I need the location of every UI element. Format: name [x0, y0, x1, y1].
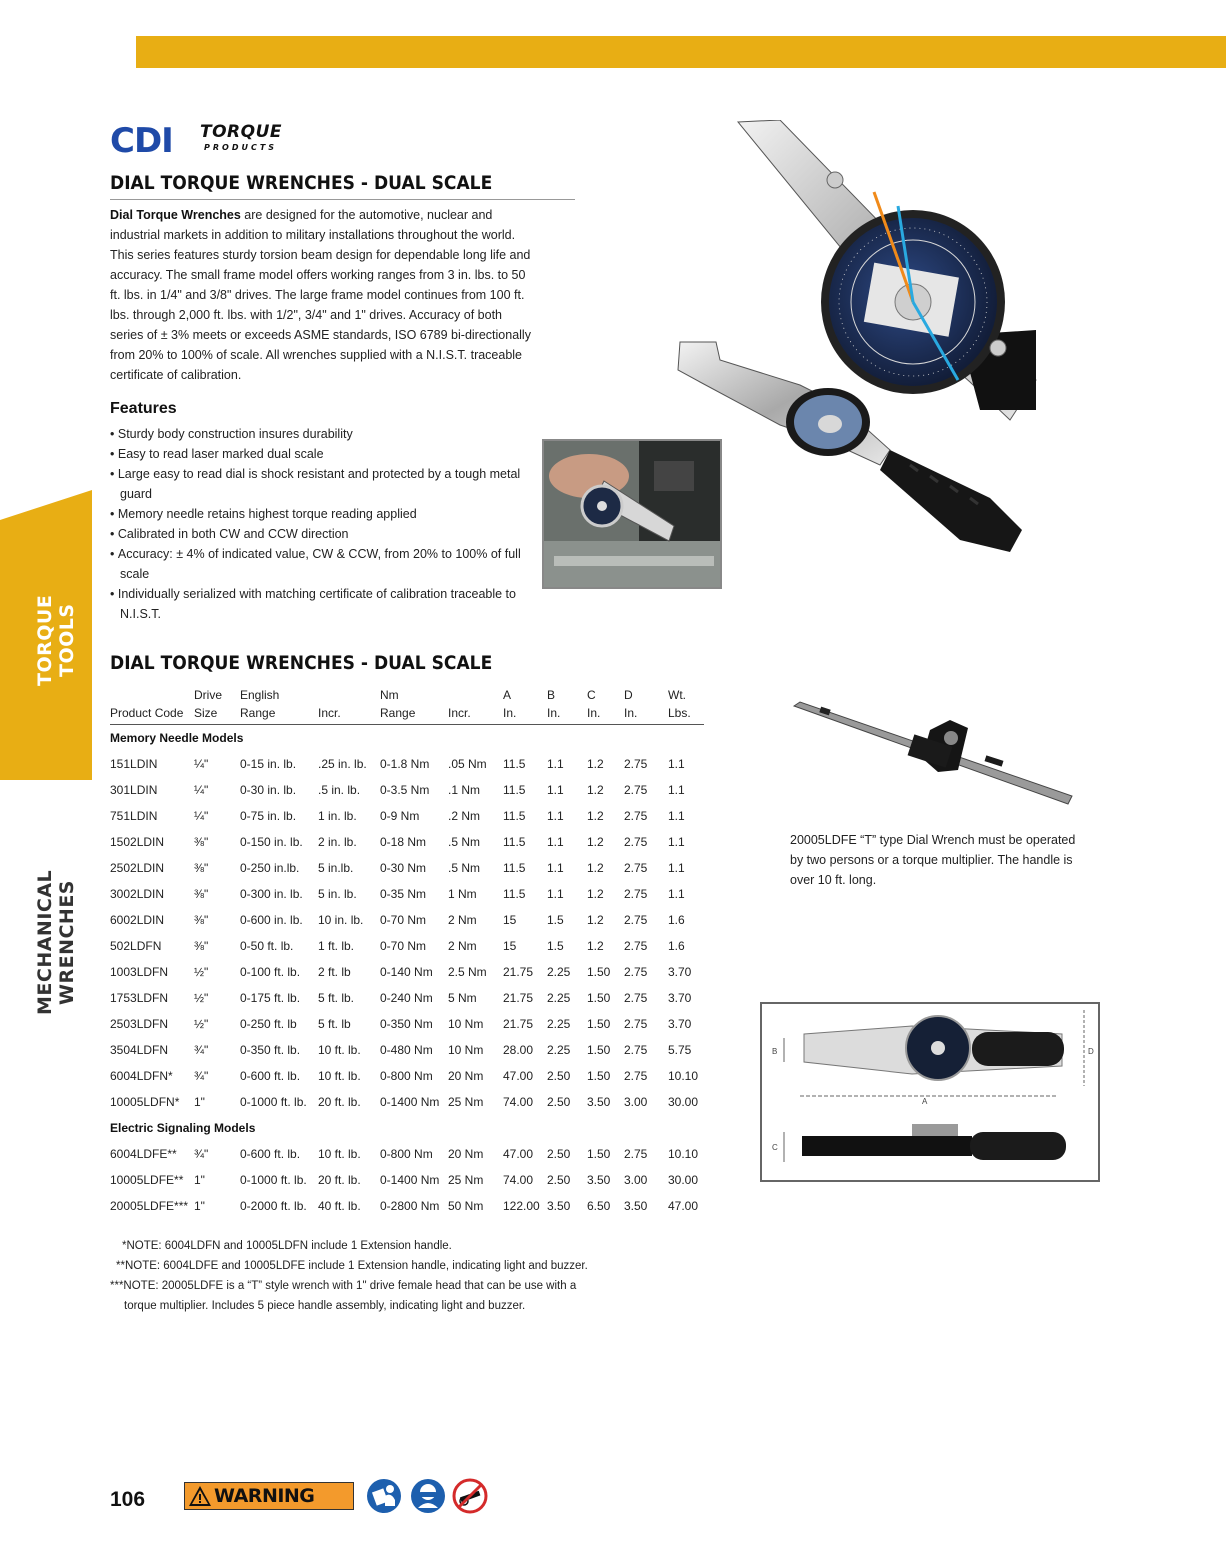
table-cell: 6.50 [587, 1199, 611, 1213]
table-cell: 2.25 [547, 965, 571, 979]
table-cell: 2.75 [624, 1017, 648, 1031]
table-cell: .5 Nm [448, 861, 481, 875]
dimension-diagram [760, 1002, 1100, 1182]
table-cell: ¼" [194, 809, 209, 823]
table-cell: 15 [503, 939, 517, 953]
table-cell: 2 in. lb. [318, 835, 357, 849]
table-cell: 1.5 [547, 939, 564, 953]
table-cell: 2.25 [547, 1017, 571, 1031]
column-header-line1: English [240, 688, 280, 702]
table-cell: 1" [194, 1095, 205, 1109]
no-extension-icon [452, 1478, 488, 1514]
table-cell: 0-175 ft. lb. [240, 991, 301, 1005]
table-cell: 3.70 [668, 1017, 692, 1031]
table-cell: 2.75 [624, 861, 648, 875]
table-cell: 5 Nm [448, 991, 477, 1005]
table-cell: 6002LDIN [110, 913, 165, 927]
table-cell: 301LDIN [110, 783, 158, 797]
table-cell: ⅜" [194, 939, 209, 953]
table-row [110, 1089, 704, 1115]
table-cell: 1.1 [547, 835, 564, 849]
intro-text: are designed for the automotive, nuclear and industrial markets in addition to military installations throughout the world. This series features sturdy torsion beam design for dependable long life and accuracy. The small frame model offers working ranges from 3 in. lbs. to 50 ft. lbs. in 1/4" and 3/8" drives. The large frame model continues from 100 ft. lbs. through 2,000 ft. lbs. with 1/2", 3/4" and 1" drives. Accuracy of both series of ± 3% meets or exceeds ASME standards, ISO 6789 bi-directionally from 20% to 100% of scale. All wrenches supplied with a N.I.S.T. traceable certificate of calibration. [110, 208, 531, 382]
table-cell: 0-9 Nm [380, 809, 420, 823]
table-cell: 0-30 in. lb. [240, 783, 297, 797]
column-header [668, 684, 704, 725]
table-cell: 20 Nm [448, 1147, 484, 1161]
logo-cdi-text: CDI [110, 121, 173, 161]
table-cell: 5 ft. lb. [318, 991, 355, 1005]
table-cell: 10.10 [668, 1147, 699, 1161]
table-row [110, 881, 704, 907]
table-cell: 1753LDFN [110, 991, 169, 1005]
table-row [110, 1193, 704, 1219]
warning-badge [184, 1482, 354, 1510]
table-cell: 1.1 [668, 887, 685, 901]
table-cell: 2.75 [624, 809, 648, 823]
column-header-line1: A [503, 688, 512, 702]
table-cell: .5 in. lb. [318, 783, 361, 797]
table-cell: 25 Nm [448, 1173, 484, 1187]
table-cell: 50 Nm [448, 1199, 484, 1213]
table-cell: 2.50 [547, 1173, 571, 1187]
table-row [110, 829, 704, 855]
table-cell: 40 ft. lb. [318, 1199, 361, 1213]
table-cell: 5 in.lb. [318, 861, 354, 875]
warning-text: WARNING [214, 1485, 315, 1507]
table-cell: 11.5 [503, 887, 526, 901]
table-cell: 2.50 [547, 1069, 571, 1083]
group-label: Electric Signaling Models [110, 1121, 256, 1135]
table-cell: 21.75 [503, 965, 534, 979]
table-cell: 1.1 [668, 783, 685, 797]
table-cell: ⅜" [194, 835, 209, 849]
table-cell: 1.2 [587, 809, 604, 823]
table-row [110, 1141, 704, 1167]
table-cell: 751LDIN [110, 809, 158, 823]
table-cell: 502LDFN [110, 939, 162, 953]
table-row [110, 1167, 704, 1193]
table-cell: 1.50 [587, 1147, 611, 1161]
table-cell: 3.50 [587, 1095, 611, 1109]
table-cell: 0-1400 Nm [380, 1173, 440, 1187]
dim-label-a: A [922, 1097, 928, 1106]
column-header [503, 684, 547, 725]
table-cell: 122.00 [503, 1199, 540, 1213]
table-cell: .05 Nm [448, 757, 487, 771]
t-type-wrench-photo [790, 700, 1075, 810]
table-cell: 0-18 Nm [380, 835, 427, 849]
column-header-line1: Nm [380, 688, 399, 702]
column-header [448, 684, 503, 725]
table-cell: 2.75 [624, 965, 648, 979]
table-cell: 2502LDIN [110, 861, 165, 875]
group-row [110, 725, 704, 752]
table-cell: 1.1 [547, 809, 564, 823]
table-cell: .25 in. lb. [318, 757, 367, 771]
table-cell: 0-250 ft. lb [240, 1017, 297, 1031]
table-heading [110, 652, 535, 674]
logo-torque-text: TORQUE [200, 122, 283, 142]
table-cell: 2.50 [547, 1147, 571, 1161]
column-header [110, 684, 194, 725]
section-heading [110, 172, 535, 194]
table-cell: 1.50 [587, 1017, 611, 1031]
table-cell: 1.1 [547, 783, 564, 797]
table-cell: 3.00 [624, 1095, 648, 1109]
table-cell: 1.2 [587, 861, 604, 875]
column-header-line1: Drive [194, 688, 223, 702]
column-header-line1: C [587, 688, 596, 702]
column-header-line1: D [624, 688, 633, 702]
column-header-line1: B [547, 688, 556, 702]
table-cell: 3.50 [547, 1199, 571, 1213]
table-cell: ½" [194, 991, 209, 1005]
table-cell: 2 Nm [448, 913, 477, 927]
table-cell: 1.50 [587, 965, 611, 979]
table-cell: 1 ft. lb. [318, 939, 355, 953]
table-cell: 11.5 [503, 757, 526, 771]
table-cell: 2503LDFN [110, 1017, 169, 1031]
table-cell: 0-600 ft. lb. [240, 1069, 301, 1083]
table-cell: 1 Nm [448, 887, 477, 901]
table-cell: 0-480 Nm [380, 1043, 433, 1057]
table-cell: 20 ft. lb. [318, 1173, 361, 1187]
table-cell: 11.5 [503, 809, 526, 823]
table-cell: 1003LDFN [110, 965, 169, 979]
table-cell: 0-2000 ft. lb. [240, 1199, 307, 1213]
feature-item: • Memory needle retains highest torque reading applied [110, 504, 530, 524]
table-cell: 1.1 [668, 757, 685, 771]
table-cell: 47.00 [503, 1147, 534, 1161]
table-cell: 15 [503, 913, 517, 927]
table-cell: 10005LDFE** [110, 1173, 184, 1187]
table-cell: 74.00 [503, 1095, 534, 1109]
table-cell: 10 ft. lb. [318, 1069, 361, 1083]
table-cell: 0-15 in. lb. [240, 757, 297, 771]
table-cell: 2.75 [624, 939, 648, 953]
table-cell: 2.75 [624, 1069, 648, 1083]
t-type-caption: 20005LDFE “T” type Dial Wrench must be operated by two persons or a torque multiplier. The handle is over 10 ft. long. [790, 833, 1076, 887]
warning-triangle-icon [187, 1483, 213, 1509]
table-cell: 1" [194, 1199, 205, 1213]
table-cell: 1.6 [668, 939, 685, 953]
table-cell: .2 Nm [448, 809, 481, 823]
feature-item: • Calibrated in both CW and CCW direction [110, 524, 530, 544]
table-cell: 3.00 [624, 1173, 648, 1187]
table-cell: 47.00 [503, 1069, 534, 1083]
table-cell: 0-300 in. lb. [240, 887, 303, 901]
table-cell: 3.70 [668, 991, 692, 1005]
in-use-photo [542, 439, 722, 589]
table-cell: 0-800 Nm [380, 1147, 433, 1161]
dim-label-d: D [1088, 1047, 1094, 1056]
intro-paragraph [110, 205, 535, 385]
features-list [110, 424, 530, 624]
features-heading: Features [110, 400, 177, 417]
table-cell: 2 ft. lb [318, 965, 351, 979]
table-cell: 0-600 ft. lb. [240, 1147, 301, 1161]
table-cell: 2.75 [624, 757, 648, 771]
note-3: ***NOTE: 20005LDFE is a “T” style wrench with 1" drive female head that can be use with a torque multiplier. Includes 5 piece handle assembly, indicating light and buzzer. [110, 1280, 577, 1312]
table-cell: 5 ft. lb [318, 1017, 351, 1031]
table-cell: ¼" [194, 757, 209, 771]
dim-label-c: C [772, 1143, 778, 1152]
note-1: *NOTE: 6004LDFN and 10005LDFN include 1 Extension handle. [122, 1240, 452, 1252]
column-header [547, 684, 587, 725]
table-cell: 1.1 [547, 861, 564, 875]
column-header-line2: Range [240, 706, 276, 720]
section-title: DIAL TORQUE WRENCHES - DUAL SCALE [110, 172, 493, 194]
table-cell: 0-100 ft. lb. [240, 965, 301, 979]
note-2: **NOTE: 6004LDFE and 10005LDFE include 1 Extension handle, indicating light and buzzer. [116, 1260, 588, 1272]
table-row [110, 959, 704, 985]
table-cell: 2.25 [547, 1043, 571, 1057]
table-cell: .1 Nm [448, 783, 481, 797]
table-cell: 2.50 [547, 1095, 571, 1109]
table-cell: 11.5 [503, 783, 526, 797]
table-cell: ⅜" [194, 913, 209, 927]
table-cell: 1.50 [587, 991, 611, 1005]
table-cell: 0-350 Nm [380, 1017, 433, 1031]
column-header [194, 684, 240, 725]
column-header-line2: Incr. [448, 706, 471, 720]
side-tab-torque-tools-label: TORQUE TOOLS [34, 594, 78, 686]
column-header-line2: In. [624, 706, 638, 720]
table-cell: 0-600 in. lb. [240, 913, 303, 927]
table-cell: 25 Nm [448, 1095, 484, 1109]
table-cell: 30.00 [668, 1173, 699, 1187]
column-header-line2: In. [587, 706, 601, 720]
table-cell: 0-1000 ft. lb. [240, 1173, 307, 1187]
page-number: 106 [110, 1488, 146, 1511]
table-cell: 0-2800 Nm [380, 1199, 440, 1213]
table-cell: 1.50 [587, 1069, 611, 1083]
table-cell: 2.75 [624, 835, 648, 849]
column-header [240, 684, 318, 725]
table-cell: ½" [194, 1017, 209, 1031]
table-cell: 0-250 in.lb. [240, 861, 300, 875]
table-cell: 0-1400 Nm [380, 1095, 440, 1109]
table-cell: ¾" [194, 1043, 209, 1057]
table-cell: 2.75 [624, 1147, 648, 1161]
table-cell: ¾" [194, 1147, 209, 1161]
spec-table [110, 684, 704, 1219]
table-cell: 21.75 [503, 991, 534, 1005]
table-cell: 20 ft. lb. [318, 1095, 361, 1109]
side-tab-mechanical-wrenches-label: MECHANICAL WRENCHES [34, 869, 78, 1016]
table-cell: 1.2 [587, 939, 604, 953]
table-cell: 20 Nm [448, 1069, 484, 1083]
table-cell: 0-140 Nm [380, 965, 433, 979]
table-row [110, 985, 704, 1011]
table-cell: 10005LDFN* [110, 1095, 180, 1109]
heading-rule [110, 199, 575, 200]
table-cell: ⅜" [194, 861, 209, 875]
column-header-line1 [318, 686, 380, 704]
column-header [587, 684, 624, 725]
table-cell: 0-70 Nm [380, 913, 427, 927]
table-cell: 5 in. lb. [318, 887, 357, 901]
table-cell: 1.2 [587, 913, 604, 927]
column-header-line1 [448, 686, 503, 704]
table-cell: 1.1 [547, 887, 564, 901]
table-cell: 3.70 [668, 965, 692, 979]
read-manual-icon [366, 1478, 402, 1514]
table-cell: 11.5 [503, 861, 526, 875]
feature-item: • Sturdy body construction insures durability [110, 424, 530, 444]
table-cell: 1" [194, 1173, 205, 1187]
table-cell: 1.1 [668, 861, 685, 875]
table-cell: 2.75 [624, 887, 648, 901]
table-cell: 20005LDFE*** [110, 1199, 189, 1213]
table-cell: 3.50 [624, 1199, 648, 1213]
table-cell: 0-800 Nm [380, 1069, 433, 1083]
table-cell: 47.00 [668, 1199, 699, 1213]
table-cell: 21.75 [503, 1017, 534, 1031]
table-row [110, 803, 704, 829]
table-cell: 74.00 [503, 1173, 534, 1187]
table-cell: 1 in. lb. [318, 809, 357, 823]
table-cell: 1.2 [587, 783, 604, 797]
table-cell: 0-240 Nm [380, 991, 433, 1005]
table-cell: 0-70 Nm [380, 939, 427, 953]
table-cell: 1.1 [668, 809, 685, 823]
table-cell: 30.00 [668, 1095, 699, 1109]
table-row [110, 1063, 704, 1089]
table-title: DIAL TORQUE WRENCHES - DUAL SCALE [110, 652, 493, 674]
table-row [110, 907, 704, 933]
column-header-line1 [110, 686, 194, 704]
table-cell: 1.6 [668, 913, 685, 927]
table-cell: 28.00 [503, 1043, 534, 1057]
table-cell: 10.10 [668, 1069, 699, 1083]
table-cell: 2.75 [624, 913, 648, 927]
table-cell: 10 in. lb. [318, 913, 364, 927]
feature-item: • Easy to read laser marked dual scale [110, 444, 530, 464]
table-cell: 3504LDFN [110, 1043, 169, 1057]
cdi-logo [110, 121, 310, 161]
group-row [110, 1115, 704, 1141]
table-row [110, 1011, 704, 1037]
table-cell: 1.2 [587, 835, 604, 849]
table-cell: 2 Nm [448, 939, 477, 953]
column-header-line2: Lbs. [668, 706, 691, 720]
table-cell: 0-50 ft. lb. [240, 939, 294, 953]
table-cell: 10 Nm [448, 1043, 484, 1057]
logo-products-text: PRODUCTS [204, 143, 278, 152]
table-cell: 0-30 Nm [380, 861, 427, 875]
dim-label-b: B [772, 1047, 778, 1056]
feature-item: • Accuracy: ± 4% of indicated value, CW & CCW, from 20% to 100% of full scale [110, 544, 530, 584]
table-cell: 0-1000 ft. lb. [240, 1095, 307, 1109]
table-cell: ⅜" [194, 887, 209, 901]
table-cell: 10 ft. lb. [318, 1043, 361, 1057]
table-header-row [110, 684, 704, 725]
table-cell: 3.50 [587, 1173, 611, 1187]
column-header [380, 684, 448, 725]
table-notes [110, 1236, 590, 1316]
table-cell: 1.5 [547, 913, 564, 927]
table-cell: ½" [194, 965, 209, 979]
table-cell: 1.1 [547, 757, 564, 771]
table-cell: .5 Nm [448, 835, 481, 849]
table-cell: 0-350 ft. lb. [240, 1043, 301, 1057]
table-cell: ¼" [194, 783, 209, 797]
table-cell: 2.25 [547, 991, 571, 1005]
column-header [624, 684, 668, 725]
table-cell: 11.5 [503, 835, 526, 849]
table-cell: 151LDIN [110, 757, 158, 771]
table-cell: 1.50 [587, 1043, 611, 1057]
table-cell: 1.2 [587, 757, 604, 771]
top-accent-bar [136, 36, 1226, 68]
column-header-line2: Incr. [318, 706, 341, 720]
table-row [110, 933, 704, 959]
table-cell: 2.75 [624, 991, 648, 1005]
table-cell: 6004LDFE** [110, 1147, 177, 1161]
table-row [110, 855, 704, 881]
table-cell: 0-35 Nm [380, 887, 427, 901]
table-cell: 2.75 [624, 1043, 648, 1057]
table-row [110, 777, 704, 803]
column-header [318, 684, 380, 725]
table-cell: 6004LDFN* [110, 1069, 173, 1083]
column-header-line1: Wt. [668, 688, 686, 702]
table-cell: 3002LDIN [110, 887, 165, 901]
table-cell: 10 ft. lb. [318, 1147, 361, 1161]
table-cell: 1.1 [668, 835, 685, 849]
table-cell: 1.2 [587, 887, 604, 901]
column-header-line2: Size [194, 706, 218, 720]
feature-item: • Individually serialized with matching certificate of calibration traceable to N.I.S.T. [110, 584, 530, 624]
table-row [110, 751, 704, 777]
column-header-line2: Product Code [110, 706, 184, 720]
table-cell: 10 Nm [448, 1017, 484, 1031]
table-cell: 0-1.8 Nm [380, 757, 430, 771]
table-row [110, 1037, 704, 1063]
table-cell: 0-3.5 Nm [380, 783, 430, 797]
column-header-line2: In. [547, 706, 561, 720]
column-header-line2: In. [503, 706, 517, 720]
table-cell: 1502LDIN [110, 835, 165, 849]
eye-protection-icon [410, 1478, 446, 1514]
feature-item: • Large easy to read dial is shock resistant and protected by a tough metal guard [110, 464, 530, 504]
intro-bold: Dial Torque Wrenches [110, 208, 241, 222]
column-header-line2: Range [380, 706, 416, 720]
table-cell: 2.5 Nm [448, 965, 487, 979]
table-cell: 5.75 [668, 1043, 692, 1057]
table-cell: 2.75 [624, 783, 648, 797]
table-cell: ¾" [194, 1069, 209, 1083]
table-cell: 0-75 in. lb. [240, 809, 297, 823]
table-cell: 0-150 in. lb. [240, 835, 303, 849]
group-label: Memory Needle Models [110, 731, 244, 745]
